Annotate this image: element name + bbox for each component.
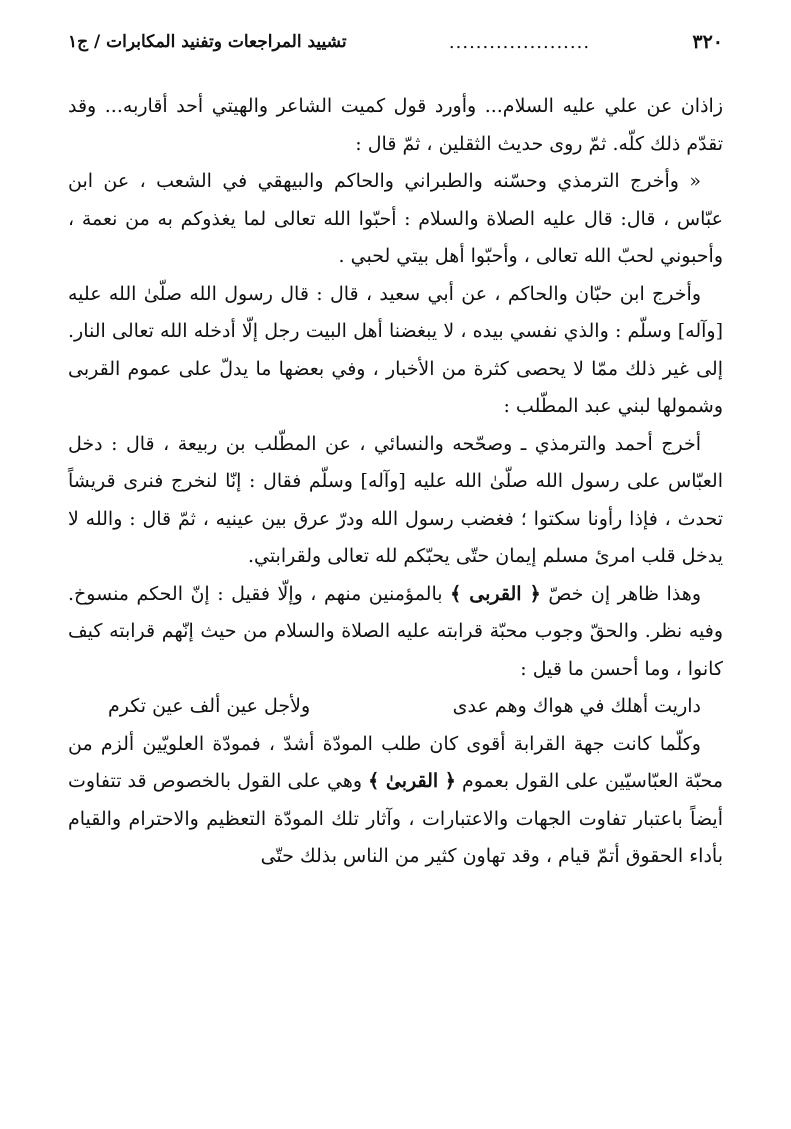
running-header bbox=[68, 28, 723, 56]
paragraph-text: وهي على القول بالخصوص قد تتفاوت أيضاً باعتبار تفاوت الجهات والاعتبارات ، وآثار تلك المودّة التعظيم والاحترام والقيام بأداء الحقوق أتمّ قيام ، وقد تهاون كثير من الناس بذلك حتّى bbox=[68, 770, 723, 867]
header-dots: ..................... bbox=[448, 31, 591, 53]
quran-term: ﴿ القربىٰ ﴾ bbox=[368, 770, 456, 792]
paragraph-text: أخرج أحمد والترمذي ـ وصحّحه والنسائي ، عن المطّلب بن ربيعة ، قال : دخل العبّاس على رسول الله صلّىٰ الله عليه [وآله] وسلّم فقال : إنّا لنخرج فنرى قريشاً تحدث ، فإذا رأونا سكتوا ؛ فغضب رسول الله ودرّ عرق بين عينيه ، ثمّ قال : والله لا يدخل قلب امرئ مسلم إيمان حتّى يحبّكم لله تعالى ولقرابتي. bbox=[68, 432, 723, 567]
paragraph-2 bbox=[68, 163, 723, 276]
paragraph-text: زاذان عن علي عليه السلام... وأورد قول كميت الشاعر والهيتي أحد أقاربه... وقد تقدّم ذلك كلّه. ثمّ روى حديث الثقلين ، ثمّ قال : bbox=[68, 95, 723, 155]
paragraph-text: وكلّما كانت جهة القرابة أقوى كان طلب المودّة أشدّ ، فمودّة العلويّين ألزم من محبّة العبّاسيّين على القول بعموم bbox=[68, 732, 723, 792]
quran-term: ﴿ القربى ﴾ bbox=[450, 582, 541, 605]
verse-second-hemistich: ولأجل عين ألف عين تكرم bbox=[108, 695, 311, 717]
body-text bbox=[68, 88, 723, 876]
verse-first-hemistich: داريت أهلك في هواك وهم عدى bbox=[452, 695, 701, 717]
poetry-verse bbox=[68, 688, 723, 726]
paragraph-text: وهذا ظاهر إن خصّ bbox=[540, 582, 701, 605]
paragraph-7 bbox=[68, 726, 723, 876]
paragraph-text: بالمؤمنين منهم ، وإلّا فقيل : إنّ الحكم منسوخ. وفيه نظر. والحقّ وجوب محبّة قرابته عليه الصلاة والسلام من حيث إنّهم قرابته كيف كانوا ، وما أحسن ما قيل : bbox=[68, 582, 723, 680]
paragraph-3 bbox=[68, 276, 723, 426]
paragraph-text: « وأخرج الترمذي وحسّنه والطبراني والحاكم والبيهقي في الشعب ، عن ابن عبّاس ، قال: قال عليه الصلاة والسلام : أحبّوا الله تعالى لما يغذوكم به من نعمة ، وأحبوني لحبّ الله تعالى ، وأحبّوا أهل بيتي لحبي . bbox=[68, 170, 723, 267]
page-number: ٣٢٠ bbox=[692, 31, 723, 53]
paragraph-text: وأخرج ابن حبّان والحاكم ، عن أبي سعيد ، قال : قال رسول الله صلّىٰ الله عليه [وآله] وسلّم : والذي نفسي بيده ، لا يبغضنا أهل البيت رجل إلّا أدخله الله تعالى النار. إلى غير ذلك ممّا لا يحصى كثرة من الأخبار ، وفي بعضها ما يدلّ على عموم القربى وشمولها لبني عبد المطّلب : bbox=[68, 282, 723, 417]
paragraph-4 bbox=[68, 426, 723, 576]
paragraph-1 bbox=[68, 88, 723, 163]
book-title: تشييد المراجعات وتفنيد المكابرات / ج١ bbox=[68, 32, 347, 52]
paragraph-5 bbox=[68, 576, 723, 689]
